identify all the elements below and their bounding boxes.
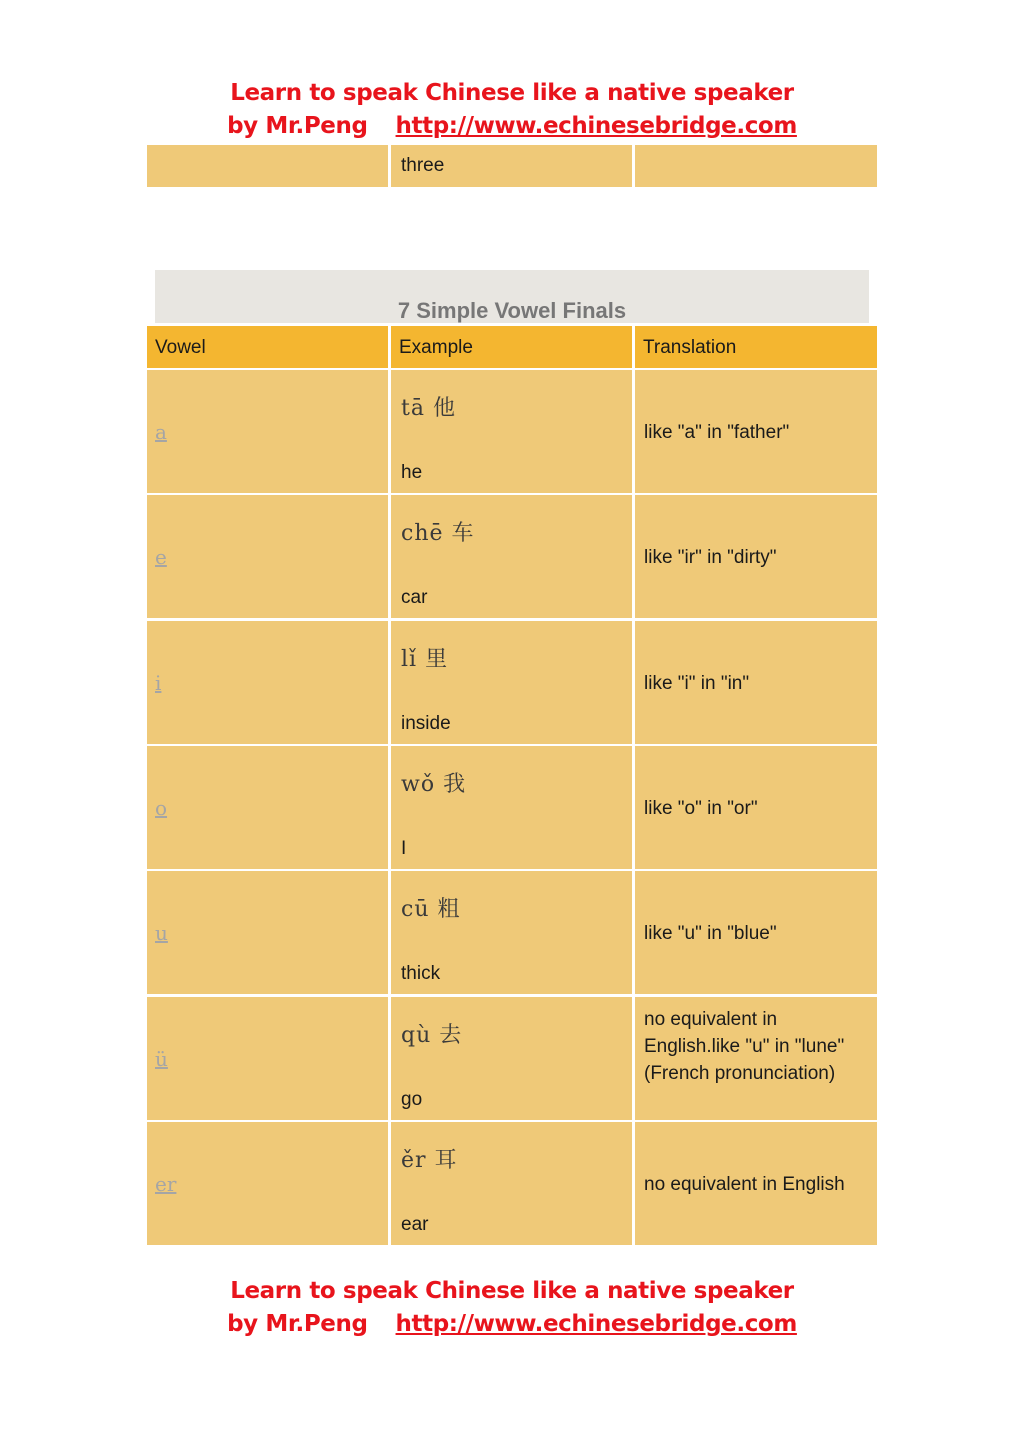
example-pinyin: cū 粗 [401, 897, 461, 922]
banner-link[interactable]: http://www.echinesebridge.com [395, 1311, 797, 1337]
example-meaning: he [401, 462, 423, 483]
translation-cell [635, 871, 877, 994]
banner-tagline: Learn to speak Chinese like a native speaker [230, 1278, 794, 1304]
example-cell [391, 1122, 632, 1245]
vowel-link[interactable]: i [155, 671, 162, 695]
header-example: Example [399, 337, 473, 358]
vowel-link[interactable]: e [155, 545, 167, 569]
partial-row-example-cell [391, 145, 632, 187]
header-vowel-cell [147, 326, 388, 368]
header-banner [0, 77, 1024, 143]
translation-cell [635, 370, 877, 493]
vowel-cell [147, 621, 388, 744]
example-meaning: I [401, 838, 407, 859]
example-meaning: ear [401, 1214, 429, 1235]
example-cell [391, 997, 632, 1120]
translation-cell [635, 746, 877, 869]
translation-cell [635, 495, 877, 618]
example-meaning: thick [401, 963, 441, 984]
translation-text: no equivalent in English.like "u" in "lune"(French pronunciation) [644, 1009, 845, 1084]
header-translation-cell [635, 326, 877, 368]
example-cell [391, 871, 632, 994]
translation-cell [635, 1122, 877, 1245]
example-meaning: go [401, 1089, 423, 1110]
footer-banner [0, 1275, 1024, 1341]
example-pinyin: tā 他 [401, 396, 456, 421]
example-meaning: car [401, 587, 428, 608]
example-cell [391, 370, 632, 493]
vowel-link[interactable]: ü [155, 1047, 168, 1071]
example-pinyin: qù 去 [401, 1023, 463, 1048]
translation-text: no equivalent in English [644, 1174, 845, 1195]
translation-text: like "o" in "or" [644, 798, 758, 819]
example-meaning: inside [401, 713, 451, 734]
vowel-cell [147, 746, 388, 869]
example-cell [391, 746, 632, 869]
translation-cell [635, 621, 877, 744]
partial-row-translation-cell [635, 145, 877, 187]
vowel-cell [147, 997, 388, 1120]
example-pinyin: chē 车 [401, 521, 475, 546]
example-pinyin: ěr 耳 [401, 1148, 458, 1173]
table-title-box [155, 270, 869, 323]
banner-author: by Mr.Peng [227, 1311, 368, 1337]
example-pinyin: wǒ 我 [401, 772, 467, 797]
example-pinyin: lǐ 里 [401, 647, 449, 672]
partial-row-vowel-cell [147, 145, 388, 187]
header-example-cell [391, 326, 632, 368]
vowel-link[interactable]: u [155, 921, 168, 945]
translation-cell [635, 997, 877, 1120]
translation-text: like "a" in "father" [644, 422, 790, 443]
vowel-cell [147, 1122, 388, 1245]
example-cell [391, 621, 632, 744]
vowel-cell [147, 370, 388, 493]
header-translation: Translation [643, 337, 737, 358]
banner-author: by Mr.Peng [227, 113, 368, 139]
banner-link[interactable]: http://www.echinesebridge.com [395, 113, 797, 139]
header-vowel: Vowel [155, 337, 206, 358]
vowel-cell [147, 495, 388, 618]
translation-text: like "u" in "blue" [644, 923, 777, 944]
banner-tagline: Learn to speak Chinese like a native speaker [230, 80, 794, 106]
table-title: 7 Simple Vowel Finals [397, 298, 627, 323]
vowel-link[interactable]: o [155, 796, 168, 820]
example-cell [391, 495, 632, 618]
vowel-link[interactable]: a [155, 420, 167, 444]
translation-text: like "i" in "in" [644, 673, 750, 694]
vowel-cell [147, 871, 388, 994]
vowel-link[interactable]: er [155, 1172, 177, 1196]
translation-text: like "ir" in "dirty" [644, 547, 777, 568]
partial-row-example: three [401, 155, 445, 176]
